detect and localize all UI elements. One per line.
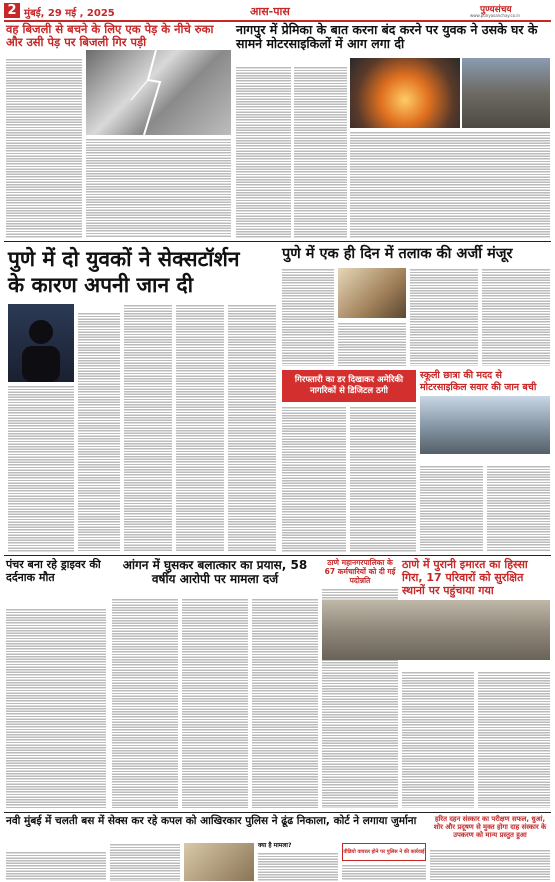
story12-headline: हरित दहन संस्कार का परीक्षण सफल, धुआं, शोर और प्रदूषण से मुक्त होगा दाह संस्कार के उपकरण को मान्य प्रस्तुत हुआ [433, 815, 547, 839]
story3-body-4 [176, 304, 224, 552]
story8-body-2 [182, 598, 248, 808]
story3-body-3 [124, 304, 172, 552]
website: www.punyasanchay.co.in [470, 13, 520, 18]
person-silhouette-icon [8, 304, 74, 382]
lightning-icon [86, 50, 231, 135]
story5-body [282, 406, 346, 552]
story10-body [402, 671, 474, 808]
divider-3 [4, 812, 551, 813]
story6-photo [420, 396, 550, 454]
story2-photo-crowd [462, 58, 550, 128]
story6-headline [420, 370, 550, 393]
story2-body-2 [294, 66, 347, 238]
story7-body [6, 608, 106, 808]
story4-photo [338, 268, 406, 318]
page-number-badge: 2 [4, 3, 20, 18]
story11-subhead-viral-text: वीडियो वायरल होने पर पुलिस ने की कार्रवाई [343, 849, 425, 855]
story4-headline: पुणे में एक ही दिन में तलाक की अर्जी मंजूर [282, 246, 513, 262]
story2-photo-fire [350, 58, 460, 128]
story6-body-2 [487, 465, 550, 552]
story3-photo [8, 304, 74, 382]
story5-body-2 [350, 406, 416, 552]
story2-headline: नागपुर में प्रेमिका के बात करना बंद करने पर युवक ने उसके घर के सामने मोटरसाइकिलों में आग लगा दी [236, 22, 538, 51]
story6-body [420, 465, 483, 552]
story3-body [78, 312, 120, 552]
story1-body [6, 58, 82, 238]
date-line: मुंबई, 29 मई , 2025 [24, 8, 115, 19]
story3-body-5 [228, 304, 276, 552]
story11-headline: नवी मुंबई में चलती बस में सेक्स कर रहे कपल को आखिरकार पुलिस ने ढूंढ निकाला, कोर्ट ने लगाया जुर्माना [6, 815, 417, 827]
story4-body-4 [482, 268, 550, 366]
section-name: आस-पास [250, 5, 290, 18]
story10-body-2 [478, 671, 550, 808]
masthead [0, 0, 555, 22]
story11-body-4 [342, 864, 426, 881]
story11-subhead-viral [342, 843, 426, 861]
brand-name: पुण्यसंचय [480, 5, 512, 15]
story2-body [236, 66, 291, 238]
story5-headline: गिरफ्तारी का डर दिखाकर अमेरिकी नागरिकों से डिजिटल ठगी [294, 375, 404, 396]
story4-body-3 [410, 268, 478, 366]
story11-body-3 [258, 852, 338, 881]
divider-2 [4, 555, 551, 556]
story10-headline: ठाणे में पुरानी इमारत का हिस्सा गिरा, 17 परिवारों को सुरक्षित स्थानों पर पहुंचाया गया [402, 558, 528, 597]
story4-body-2 [338, 322, 406, 366]
story11-body [6, 851, 106, 881]
story3-headline: पुणे में दो युवकों ने सेक्सटॉर्शन के कारण अपनी जान दी [8, 247, 240, 297]
story2-body-3 [350, 131, 550, 238]
story10-photo [322, 600, 550, 660]
story1-headline: वह बिजली से बचने के लिए एक पेड़ के नीचे रुका और उसी पेड़ पर बिजली गिर पड़ी [6, 22, 214, 49]
story11-photo [184, 843, 254, 881]
divider-1 [4, 241, 551, 242]
story5-headline-banner [282, 370, 416, 402]
story11-subhead-q: क्या है मामला? [258, 842, 292, 849]
story8-body-3 [252, 598, 318, 808]
story1-photo [86, 50, 231, 135]
story11-body-2 [110, 843, 180, 881]
story8-body [112, 598, 178, 808]
story9-headline: ठाणे महानगरपालिका के 67 कर्मचारियों को दी गई पदोन्नति [324, 558, 396, 585]
story8-headline: आंगन में घुसकर बलात्कार का प्रयास, 58 वर्षीय आरोपी पर मामला दर्ज [122, 558, 308, 586]
story6-headline-text: स्कूली छात्रा की मदद से मोटरसाइकिल सवार की जान बची [420, 370, 537, 393]
story1-body-2 [86, 138, 231, 238]
story3-body-2 [8, 385, 74, 552]
story4-body [282, 268, 334, 366]
story12-body [430, 849, 550, 881]
story7-headline: पंचर बना रहे ड्राइवर की दर्दनाक मौत [6, 558, 101, 584]
